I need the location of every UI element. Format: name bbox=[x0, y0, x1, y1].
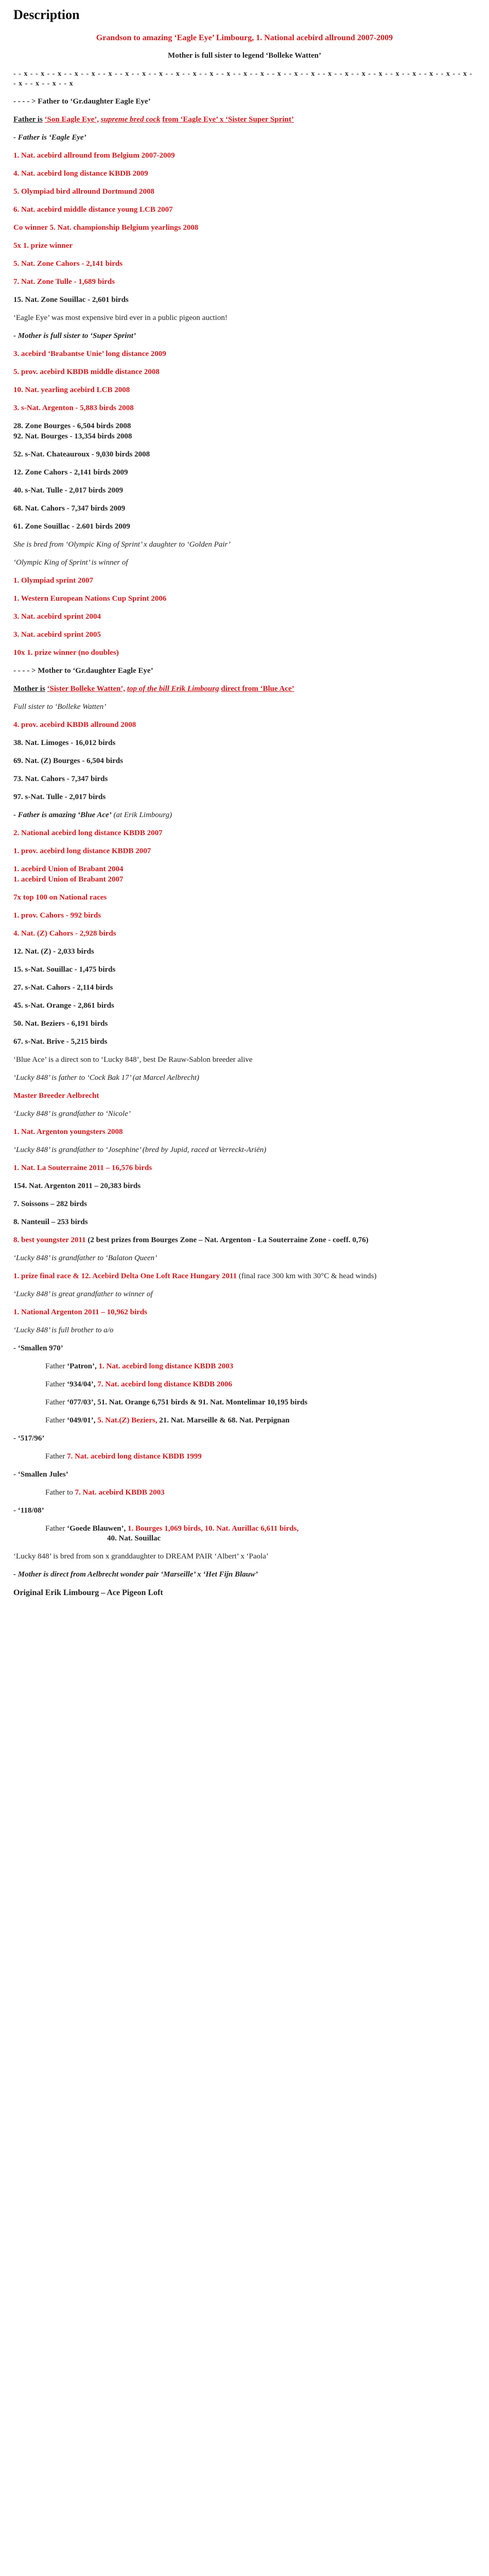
ss-result-dark: 52. s-Nat. Chateauroux - 9,030 birds 2008 bbox=[13, 450, 150, 459]
ss-result: 3. s-Nat. Argenton - 5,883 birds 2008 bbox=[13, 404, 134, 412]
ee-result: 7. Nat. Zone Tulle - 1,689 birds bbox=[13, 278, 115, 286]
mother-intro bbox=[13, 684, 476, 694]
father-goede-dark: 40. Nat. Souillac bbox=[107, 1534, 161, 1543]
father-heading: - - - - > Father to ‘Gr.daughter Eagle Eye’ bbox=[13, 97, 151, 106]
father-is-note: (at Erik Limbourg) bbox=[113, 811, 172, 819]
footer-credit: Original Erik Limbourg – Ace Pigeon Loft bbox=[13, 1588, 163, 1597]
mother-intro-label: Mother is bbox=[13, 685, 45, 693]
mother-intro-name: ‘Sister Bolleke Watten’, bbox=[47, 685, 126, 693]
father-patron bbox=[13, 1362, 476, 1371]
father-517-label: Father bbox=[45, 1452, 65, 1461]
josephine-result: 1. Nat. La Souterraine 2011 – 16,576 birds bbox=[13, 1164, 152, 1172]
separator: - - x - - x - - x - - x - - x - - x - - x - - x - - x - - x - - x - - x - - x - - x - - x - - x - - x - - x - - x - - x - - x - - x - - x - - x - - x - - x - - x - - x - - x - - x - - x bbox=[13, 70, 473, 88]
father-to bbox=[13, 1488, 476, 1498]
lucky-father: ‘Lucky 848’ is father to ‘Cock Bak 17’ (at Marcel Aelbrecht) bbox=[13, 1074, 200, 1082]
ba-result: 1. acebird Union of Brabant 2007 bbox=[13, 875, 124, 884]
ba-result-dark: 50. Nat. Beziers - 6,191 birds bbox=[13, 1020, 108, 1028]
father-934-red: 7. Nat. acebird long distance KBDB 2006 bbox=[97, 1380, 232, 1388]
bw-result-dark: 38. Nat. Limoges - 16,012 birds bbox=[13, 739, 116, 747]
ss-result-dark: 28. Zone Bourges - 6,504 birds 2008 bbox=[13, 422, 131, 430]
mother-intro-italic: top of the bill Erik Limbourg bbox=[127, 685, 219, 693]
ba-result: 2. National acebird long distance KBDB 2007 bbox=[13, 829, 163, 837]
father-934 bbox=[13, 1380, 476, 1389]
father-to-label: Father to bbox=[45, 1488, 73, 1497]
mother-direct: - Mother is direct from Aelbrecht wonder pair ‘Marseille’ x ‘Het Fijn Blauw’ bbox=[13, 1570, 258, 1579]
father-patron-label: Father bbox=[45, 1362, 65, 1370]
ba-result: 1. prov. Cahors - 992 birds bbox=[13, 911, 101, 920]
ba-result-dark: 27. s-Nat. Cahors - 2,114 birds bbox=[13, 984, 113, 992]
ee-result: Co winner 5. Nat. championship Belgium yearlings 2008 bbox=[13, 224, 199, 232]
intro-subline: Mother is full sister to legend ‘Bolleke Watten’ bbox=[168, 52, 321, 60]
master-breeder: Master Breeder Aelbrecht bbox=[13, 1092, 99, 1100]
father-934-name: ‘934/04’, bbox=[67, 1380, 96, 1388]
father-077-label: Father bbox=[45, 1398, 65, 1406]
oks-result: 1. Western European Nations Cup Sprint 2006 bbox=[13, 595, 167, 603]
ee-result: 5. Nat. Zone Cahors - 2,141 birds bbox=[13, 260, 123, 268]
ss-result-dark: 68. Nat. Cahors - 7,347 birds 2009 bbox=[13, 504, 126, 513]
josephine-best-red: 8. best youngster 2011 bbox=[13, 1236, 86, 1244]
father-patron-red: 1. Nat. acebird long distance KBDB 2003 bbox=[98, 1362, 234, 1370]
father-049 bbox=[13, 1416, 476, 1426]
bw-result-dark: 69. Nat. (Z) Bourges - 6,504 birds bbox=[13, 757, 123, 765]
ba-result-dark: 15. s-Nat. Souillac - 1,475 birds bbox=[13, 965, 116, 974]
balaton-result bbox=[13, 1272, 476, 1281]
father-is-label: - Father is amazing ‘Blue Ace’ bbox=[13, 811, 112, 819]
balaton-result-dark: (final race 300 km with 30°C & head winds) bbox=[238, 1272, 377, 1280]
father-patron-name: ‘Patron’, bbox=[67, 1362, 97, 1370]
father-to-red: 7. Nat. acebird KBDB 2003 bbox=[75, 1488, 165, 1497]
page-title: Description bbox=[13, 7, 80, 22]
father-intro-name: ‘Son Eagle Eye’, bbox=[44, 115, 99, 124]
josephine-result-dark: 154. Nat. Argenton 2011 – 20,383 birds bbox=[13, 1182, 141, 1190]
father-517-red: 7. Nat. acebird long distance KBDB 1999 bbox=[67, 1452, 202, 1461]
smallen-jules: - ‘Smallen Jules’ bbox=[13, 1470, 68, 1479]
lucky-gf-josephine: ‘Lucky 848’ is grandfather to ‘Josephine’ (bred by Jupid, raced at Verreckt-Ariën) bbox=[13, 1146, 267, 1154]
intro-headline: Grandson to amazing ‘Eagle Eye’ Limbourg, 1. National acebird allround 2007-2009 bbox=[96, 33, 393, 42]
josephine-best bbox=[13, 1235, 476, 1245]
josephine-result-dark: 7. Soissons – 282 birds bbox=[13, 1200, 87, 1208]
father-is-blue-ace bbox=[13, 810, 476, 820]
lucky-ggf: ‘Lucky 848’ is great grandfather to winner of bbox=[13, 1290, 153, 1298]
ba-result-dark: 67. s-Nat. Brive - 5,215 birds bbox=[13, 1038, 108, 1046]
r118: - ‘118/08’ bbox=[13, 1506, 44, 1515]
mother-intro-rest: direct from ‘Blue Ace’ bbox=[221, 685, 294, 693]
r517: - ‘517/96’ bbox=[13, 1434, 45, 1443]
oks-result: 3. Nat. acebird sprint 2004 bbox=[13, 613, 101, 621]
lucky-brother: ‘Lucky 848’ is full brother to a/o bbox=[13, 1326, 114, 1334]
ss-result-dark: 12. Zone Cahors - 2,141 birds 2009 bbox=[13, 468, 128, 477]
lucky-gf-balaton: ‘Lucky 848’ is grandfather to ‘Balaton Queen’ bbox=[13, 1254, 158, 1262]
ggf-result: 1. National Argenton 2011 – 10,962 birds bbox=[13, 1308, 148, 1316]
ba-result: 7x top 100 on National races bbox=[13, 893, 107, 902]
oks-winner: ‘Olympic King of Sprint’ is winner of bbox=[13, 558, 128, 567]
ba-lucky: ‘Blue Ace’ is a direct son to ‘Lucky 848’, best De Rauw-Sablon breeder alive bbox=[13, 1056, 253, 1064]
ba-result: 1. acebird Union of Brabant 2004 bbox=[13, 865, 124, 873]
father-intro-rest: from ‘Eagle Eye’ x ‘Sister Super Sprint’ bbox=[162, 115, 294, 124]
ee-note: ‘Eagle Eye’ was most expensive bird ever in a public pigeon auction! bbox=[13, 314, 228, 322]
ee-result: 6. Nat. acebird middle distance young LCB 2007 bbox=[13, 206, 173, 214]
father-goede-label: Father bbox=[45, 1524, 65, 1533]
ss-result: 10. Nat. yearling acebird LCB 2008 bbox=[13, 386, 130, 394]
father-934-label: Father bbox=[45, 1380, 65, 1388]
father-intro-label: Father is bbox=[13, 115, 43, 124]
ee-result: 5x 1. prize winner bbox=[13, 242, 73, 250]
ss-result-dark: 92. Nat. Bourges - 13,354 birds 2008 bbox=[13, 432, 132, 440]
josephine-best-dark: (2 best prizes from Bourges Zone – Nat. Argenton - La Souterraine Zone - coeff. 0,76) bbox=[88, 1236, 369, 1244]
balaton-result-red: 1. prize final race & 12. Acebird Delta One Loft Race Hungary 2011 bbox=[13, 1272, 237, 1280]
ee-result: 4. Nat. acebird long distance KBDB 2009 bbox=[13, 170, 148, 178]
ee-result: 5. Olympiad bird allround Dortmund 2008 bbox=[13, 188, 154, 196]
ss-result: 5. prov. acebird KBDB middle distance 2008 bbox=[13, 368, 160, 376]
oks-result: 1. Olympiad sprint 2007 bbox=[13, 577, 94, 585]
father-goede-red: 1. Bourges 1,069 birds, 10. Nat. Aurillac 6,611 birds, bbox=[128, 1524, 299, 1533]
bw-result-dark: 73. Nat. Cahors - 7,347 birds bbox=[13, 775, 108, 783]
ss-result-dark: 40. s-Nat. Tulle - 2,017 birds 2009 bbox=[13, 486, 123, 495]
lucky-gf-nicole: ‘Lucky 848’ is grandfather to ‘Nicole’ bbox=[13, 1110, 131, 1118]
ss-result: 3. acebird ‘Brabantse Unie’ long distance 2009 bbox=[13, 350, 166, 358]
father-077 bbox=[13, 1398, 476, 1408]
nicole-result: 1. Nat. Argenton youngsters 2008 bbox=[13, 1128, 123, 1136]
bw-result-dark: 97. s-Nat. Tulle - 2,017 birds bbox=[13, 793, 106, 801]
father-intro bbox=[13, 115, 476, 125]
full-sister: Full sister to ‘Bolleke Watten’ bbox=[13, 703, 107, 711]
father-049-label: Father bbox=[45, 1416, 65, 1425]
mother-heading: - - - - > Mother to ‘Gr.daughter Eagle Eye’ bbox=[13, 667, 153, 675]
oks-result: 3. Nat. acebird sprint 2005 bbox=[13, 631, 101, 639]
father-517 bbox=[13, 1452, 476, 1462]
ba-result-dark: 45. s-Nat. Orange - 2,861 birds bbox=[13, 1002, 114, 1010]
father-of-father: - Father is ‘Eagle Eye’ bbox=[13, 133, 86, 142]
ba-result: 4. Nat. (Z) Cahors - 2,928 birds bbox=[13, 929, 116, 938]
father-049-red: 5. Nat.(Z) Beziers, bbox=[97, 1416, 158, 1425]
bw-result: 4. prov. acebird KBDB allround 2008 bbox=[13, 721, 136, 729]
ss-bred-from: She is bred from ‘Olympic King of Sprint’ x daughter to ‘Golden Pair’ bbox=[13, 540, 231, 549]
ss-result-dark: 61. Zone Souillac - 2.601 birds 2009 bbox=[13, 522, 130, 531]
father-intro-italic: supreme bred cock bbox=[100, 115, 161, 124]
ba-result: 1. prov. acebird long distance KBDB 2007 bbox=[13, 847, 151, 855]
smallen-970: - ‘Smallen 970’ bbox=[13, 1344, 63, 1352]
father-049-name: ‘049/01’, bbox=[67, 1416, 96, 1425]
ee-result: 1. Nat. acebird allround from Belgium 2007-2009 bbox=[13, 151, 175, 160]
ee-result-dark: 15. Nat. Zone Souillac - 2,601 birds bbox=[13, 296, 129, 304]
father-049-dark: 21. Nat. Marseille & 68. Nat. Perpignan bbox=[159, 1416, 290, 1425]
father-goede-name: ‘Goede Blauwen’, bbox=[67, 1524, 126, 1533]
father-goede bbox=[13, 1524, 476, 1544]
father-077-text: ‘077/03’, 51. Nat. Orange 6,751 birds & 91. Nat. Montelimar 10,195 birds bbox=[67, 1398, 308, 1406]
lucky-bred: ‘Lucky 848’ is bred from son x granddaughter to DREAM PAIR ‘Albert’ x ‘Paola’ bbox=[13, 1552, 269, 1561]
ba-result-dark: 12. Nat. (Z) - 2,033 birds bbox=[13, 947, 94, 956]
josephine-result-dark: 8. Nanteuil – 253 birds bbox=[13, 1218, 88, 1226]
mother-of-father: - Mother is full sister to ‘Super Sprint’ bbox=[13, 332, 136, 340]
oks-result: 10x 1. prize winner (no doubles) bbox=[13, 649, 119, 657]
